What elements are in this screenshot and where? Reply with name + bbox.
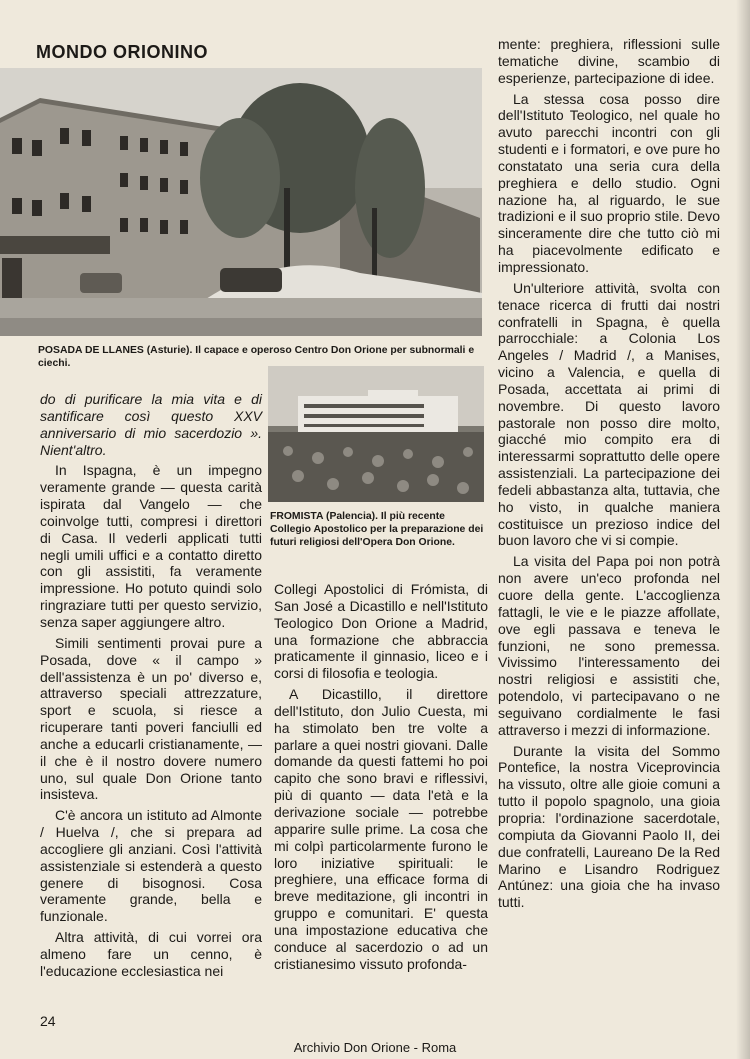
paragraph: Simili sentimenti provai pure a Posada, dove « il campo » dell'assistenza è un po' diverso e, attraverso speciali attrezzature, sport e scuola, si riesce a ricuperare tanti poveri fanciulli ed anche a educarli cristianamente, — il che è il nostro dovere numero uno, sul quale Don Orione tanto insisteva. [40, 634, 262, 803]
text-column-3 [498, 36, 720, 915]
archive-footer: Archivio Don Orione - Roma [293, 1040, 457, 1055]
fromista-caption [270, 510, 486, 549]
building-photo-icon [268, 366, 484, 502]
paragraph: La visita del Papa poi non potrà non avere un'eco profonda nel cuore della gente. L'accoglienza fattagli, le vie e le piazze affollate, ove egli passava e teneva le funzioni, ne sono premessa. Vivissimo l'interessamento dei nostri religiosi e assistiti che, potendolo, vi partecipavano o ne seguivano cordialmente le fasi attraverso i mezzi di informazione. [498, 553, 720, 738]
paragraph: C'è ancora un istituto ad Almonte / Huelva /, che si prepara ad accogliere gli anziani. Così l'attività assistenziale si estenderà a questo genere di bisognosi. Cosa veramente grande, bella e funzionale. [40, 807, 262, 925]
paragraph: Collegi Apostolici di Frómista, di San José a Dicastillo e nell'Istituto Teologico Don Orione a Madrid, una formazione che abbraccia praticamente il ginnasio, liceo e i corsi di filosofia e teologia. [274, 581, 488, 682]
paragraph: Un'ulteriore attività, svolta con tenace ricerca di frutti dai nostri confratelli in Spagna, è quella parrocchiale: a Colonia Los Angeles / Madrid /, a Manises, vicino a Valencia, e quella di Posada, accettata ai primi di novembre. Di questo lavoro pastorale non posso dire molto, giacché mio compito era di interessarmi soprattutto delle opere assistenziali. La partecipazione dei fedeli abbastanza alta, tuttavia, che ho visto, in qualche maniera costituisce un prezioso indice del buon lavoro che vi si compie. [498, 279, 720, 549]
paragraph: do di purificare la mia vita e di santificare così questo XXV anniversario di mio sacerdozio ». Nient'altro. [40, 391, 262, 458]
text-column-1 [40, 391, 262, 984]
paragraph: Altra attività, di cui vorrei ora almeno fare un cenno, è l'educazione ecclesiastica nei [40, 929, 262, 979]
llanes-photo [0, 68, 482, 336]
page-binding-shadow [736, 0, 750, 1059]
text-column-2 [274, 581, 488, 976]
paragraph: In Ispagna, è un impegno veramente grande — questa carità ispirata dal Vangelo — che coinvolge tutti, compresi i direttori di Casa. Il vederli applicati tutti negli umili uffici e a contatto diretto con gli assistiti, fa veramente impressione. Ho potuto quindi solo ringraziare tutti per questo servizio, senza saper aggiungere altro. [40, 462, 262, 630]
paragraph: A Dicastillo, il direttore dell'Istituto, don Julio Cuesta, mi ha stimolato ben tre volte a parlare a quei nostri giovani. Dalle domande da questi fattemi ho poi capito che sono bravi e riflessivi, più di quanto — data l'età e la derivazione sociale — potrebbe apparire sulle prime. La cosa che mi colpì particolarmente furono le loro iniziative spirituali: le preghiere, una efficace forma di breve meditazione, gli incontri in gruppo e comunitari. E' questa una impostazione educativa che conduce al sacerdozio o ad un cristianesimo vissuto profonda- [274, 686, 488, 972]
building-photo-icon [0, 68, 482, 336]
llanes-caption-text: Il capace e operoso Centro Don Orione per subnormali e ciechi. [38, 345, 475, 369]
fromista-caption-text: Il più recente Collegio Apostolico per la preparazione dei futuri religiosi dell'Opera Don Orione. [270, 511, 484, 548]
paragraph: mente: preghiera, riflessioni sulle tematiche divine, scambio di esperienze, partecipazione di idee. [498, 36, 720, 86]
paragraph: La stessa cosa posso dire dell'Istituto Teologico, nel quale ho avuto parecchi incontri con gli studenti e i formatori, e ove pure ho constatato una seria cura della preghiera e dello studio. Ogni nazione ha, al riguardo, le sue tradizioni e il suo proprio stile. Devo sinceramente dire che tutto ciò mi ha piacevolmente edificato e impressionato. [498, 90, 720, 275]
paragraph: Durante la visita del Sommo Pontefice, la nostra Viceprovincia ha vissuto, oltre alle gioie comuni a tutto il popolo spagnolo, una gioia propria: l'ordinazione sacerdotale, compiuta da Giovanni Paolo II, dei due confratelli, Laureano De la Red Marino e Lisandro Rodriguez Antúnez: una gioia che ha invaso tutti. [498, 742, 720, 911]
fromista-photo [268, 366, 484, 502]
fromista-caption-place: FROMISTA (Palencia). [270, 511, 378, 522]
page-number: 24 [40, 1013, 56, 1029]
section-title: MONDO ORIONINO [36, 42, 208, 62]
llanes-caption-place: POSADA DE LLANES (Asturie). [38, 345, 193, 356]
